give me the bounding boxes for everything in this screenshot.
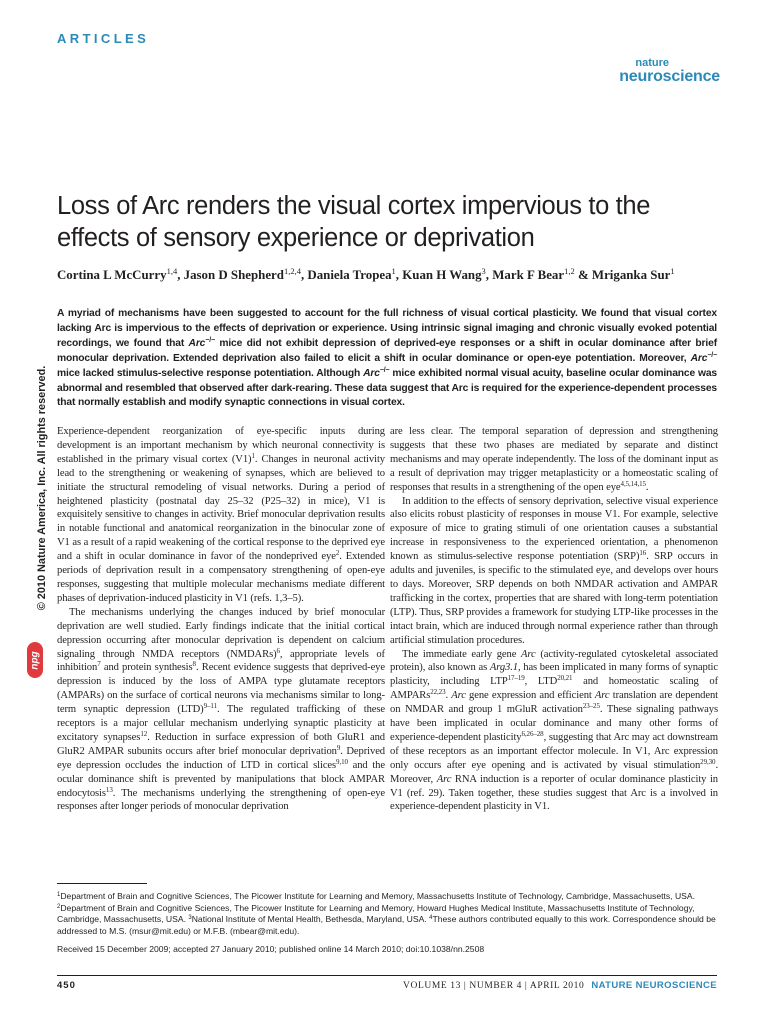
- author-name: Cortina L McCurry: [57, 268, 167, 282]
- body-paragraph: In addition to the effects of sensory deprivation, selective visual experience also elicits robust plasticity of responses in mouse V1. For example, selective exposure of mice to grating stimuli of one orientation causes a substantial increase in responsiveness to the experienced orientation, a phenomenon known as stimulus-selective response potentiation (SRP)$^{16}$. SRP occurs in adults and juveniles, is specific to the stimulated eye, and develops over hours to days. Moreover, SRP depends on both NMDAR activation and AMPAR trafficking in the cortex, properties that are shared with long-term potentiation (LTP). Thus, SRP provides a framework for studying LTP-like processes in the intact brain, which are induced through normal experience rather than through artificial stimulation procedures.: [390, 495, 718, 646]
- author-affiliation: 3: [481, 266, 486, 276]
- body-column-left: [57, 425, 385, 814]
- citation: 20,21: [557, 674, 573, 683]
- journal-logo: [600, 58, 720, 85]
- author-name: Daniela Tropea: [307, 268, 392, 282]
- citation: 8: [192, 660, 196, 669]
- article-title: Loss of Arc renders the visual cortex impervious to the effects of sensory experience or deprivation: [57, 192, 651, 252]
- author-affiliation: 1,2: [564, 266, 575, 276]
- citation: 2: [335, 549, 340, 558]
- npg-logo-icon: npg: [27, 642, 43, 678]
- body-column-right: [390, 425, 718, 814]
- citation: 22,23: [430, 688, 446, 697]
- author-affiliation: 1,2,4: [283, 266, 301, 276]
- author-separator: &: [574, 268, 592, 282]
- gene-name: Arg3.1: [489, 662, 518, 674]
- logo-line-2: neuroscience: [619, 68, 720, 85]
- citation: 9,10: [336, 757, 348, 766]
- section-label: ARTICLES: [57, 31, 150, 46]
- body-paragraph: The mechanisms underlying the changes induced by brief monocular deprivation are well studied. Early findings indicate that the initial cortical depression occurring after monocular deprivation is dependent on calcium signaling through NMDA receptors (NMDARs)$^6$, appropriate levels of inhibition$^7$ and protein synthesis$^8$. Recent evidence suggests that deprived-eye depression is induced by the loss of AMPA type glutamate receptors (AMPARs) on the surface of cortical neurons via mechanisms similar to long-term synaptic depression (LTD)$^{9-11}$. The regulated trafficking of these receptors is a major cellular mechanism underlying synaptic plasticity at excitatory synapses$^{12}$. Reduction in surface expression of both GluR1 and GluR2 AMPAR subunits occurs after brief monocular deprivation$^9$. Deprived eye depression occludes the induction of LTD in cortical slices$^{9,10}$ and the ocular dominance shift is prevented by manipulations that block AMPAR endocytosis$^{13}$. The mechanisms underlying the strengthening of open-eye responses after longer periods of monocular deprivation: [57, 606, 386, 813]
- citation: 29,30: [700, 757, 716, 766]
- citation: 6,26–28: [521, 729, 544, 738]
- body-paragraph: Experience-dependent reorganization of eye-specific inputs during development is an important mechanism by which neuronal connectivity is established in the primary visual cortex $(V1)^1$. Changes in neuronal activity lead to the strengthening or weakening of synapses, which are believed to initiate the structural remodeling of visual networks. During a period of heightened plasticity (postnatal day 25–32 (P25–32) in mice), V1 is exquisitely sensitive to changes in activity. Brief monocular deprivation results in notable functional and anatomical reorganization in the binocular zone of V1 as a result of a rapid weakening of the cortical response to the deprived eye and a shift in ocular dominance in favor of the nondeprived eye$^2$. Extended periods of deprivation result in a compensatory strengthening of open-eye responses, suggesting that multiple molecular mechanisms mediate different phases of deprivation-induced plasticity in V1 (refs. 1,3–5).: [57, 426, 385, 604]
- citation: 13: [105, 785, 113, 794]
- citation: 9–11: [203, 702, 217, 711]
- author-separator: ,: [300, 268, 308, 282]
- citation: 9: [336, 743, 341, 752]
- citation: 23–25: [582, 702, 600, 711]
- body-paragraph: are less clear. The temporal separation of depression and strengthening suggests that these two phases are mediated by separate and distinct mechanisms and may operate independently. The loss of the dominant input as a result of deprivation may trigger metaplasticity or a homeostatic scaling of responses that results in a strengthening of the open eye$^{4,5,14,15}$.: [390, 426, 718, 493]
- affiliations-footnote: $^1$Department of Brain and Cognitive Sciences, The Picower Institute for Learning and Memory, Massachusetts Institute of Technology, Cambridge, Massachusetts, USA. $^2$Department of Brain and Cognitive Sciences, The Picower Institute for Learning and Memory, Howard Hughes Medical Institute, Massachusetts Institute of Technology, Cambridge, Massachusetts, USA. $^3$National Institute of Mental Health, Bethesda, Maryland, USA. $^4$These authors contributed equally to this work. Correspondence should be addressed to M.S. (msur@mit.edu) or M.F.B. (mbear@mit.edu).: [57, 891, 716, 936]
- genotype-superscript: −/−: [707, 351, 717, 359]
- citation: 17–19: [507, 674, 525, 683]
- gene-name: Arc: [594, 690, 610, 702]
- genotype-superscript: −/−: [205, 336, 215, 344]
- body-paragraph: The immediate early gene Arc (activity-regulated cytoskeletal associated protein), also known as Arg3.1, has been implicated in many forms of synaptic plasticity, including LTP$^{17-19}$, LTD$^{20,21}$ and homeostatic scaling of AMPARs$^{22,23}$. Arc gene expression and efficient Arc translation are dependent on NMDAR and group 1 mGluR activation$^{23-25}$. These signaling pathways have been implicated in ocular dominance and many other forms of experience-dependent plasticity$^{6,26-28}$, suggesting that Arc may act downstream of these receptors as an important effector molecule. In V1, Arc expression only occurs after eye opening and is activated by visual stimulation$^{29,30}$. Moreover, Arc RNA induction is a reporter of ocular dominance plasticity in V1 (ref. 29). Taken together, these studies suggest that Arc is a involved in experience-dependent plasticity in V1.: [390, 648, 719, 813]
- citation: 6: [276, 646, 280, 655]
- author-affiliation: 1,4: [166, 266, 178, 276]
- author-affiliation: 1: [391, 266, 396, 276]
- footer-divider: [57, 975, 717, 976]
- author-separator: ,: [395, 268, 403, 282]
- journal-name: NATURE NEUROSCIENCE: [591, 980, 717, 991]
- genotype-superscript: −/−: [379, 366, 390, 374]
- publication-history: Received 15 December 2009; accepted 27 January 2010; published online 14 March 2010; doi:10.1038/nn.2508: [57, 944, 485, 954]
- footnote-divider: [57, 883, 147, 884]
- footer-issue-info: [403, 980, 717, 991]
- copyright-notice: © 2010 Nature America, Inc. All rights reserved.: [36, 365, 48, 611]
- abstract: A myriad of mechanisms have been suggested to account for the full richness of visual cortical plasticity. We found that visual cortex lacking Arc is impervious to the effects of deprivation or experience. Using intrinsic signal imaging and chronic visually evoked potential recordings, we found that Arc−/− mice did not exhibit depression of deprived-eye responses or a shift in ocular dominance after brief monocular deprivation. Extended deprivation also failed to elicit a shift in ocular dominance or open-eye potentiation. Moreover, Arc−/− mice lacked stimulus-selective response potentiation. Although Arc−/− mice exhibited normal visual acuity, baseline ocular dominance was abnormal and resembled that observed after dark-rearing. These data suggest that Arc is required for the experience-dependent processes that normally establish and modify synaptic connections in visual cortex.: [57, 308, 717, 409]
- page-number: 450: [57, 980, 76, 991]
- logo-line-1: nature: [635, 57, 669, 69]
- citation: 4,5,14,15: [620, 479, 646, 488]
- author-separator: ,: [177, 268, 184, 282]
- author-list: [57, 266, 722, 284]
- author-name: Jason D Shepherd: [183, 268, 284, 282]
- citation: 16: [639, 549, 647, 558]
- author-name: Kuan H Wang: [402, 268, 482, 282]
- gene-name: Arc: [436, 773, 452, 785]
- gene-name: Arc: [521, 648, 536, 660]
- author-name: Mark F Bear: [492, 268, 565, 282]
- author-separator: ,: [485, 268, 493, 282]
- citation: 1: [251, 451, 255, 460]
- citation: 12: [140, 729, 148, 738]
- citation: 7: [97, 660, 101, 669]
- gene-name: Arc: [363, 367, 380, 379]
- gene-name: Arc: [451, 690, 466, 702]
- issue-info: VOLUME 13 | NUMBER 4 | APRIL 2010: [403, 981, 585, 991]
- gene-name: Arc: [690, 352, 708, 364]
- gene-name: Arc: [188, 337, 206, 349]
- author-name: Mriganka Sur: [591, 268, 671, 282]
- author-affiliation: 1: [670, 266, 675, 276]
